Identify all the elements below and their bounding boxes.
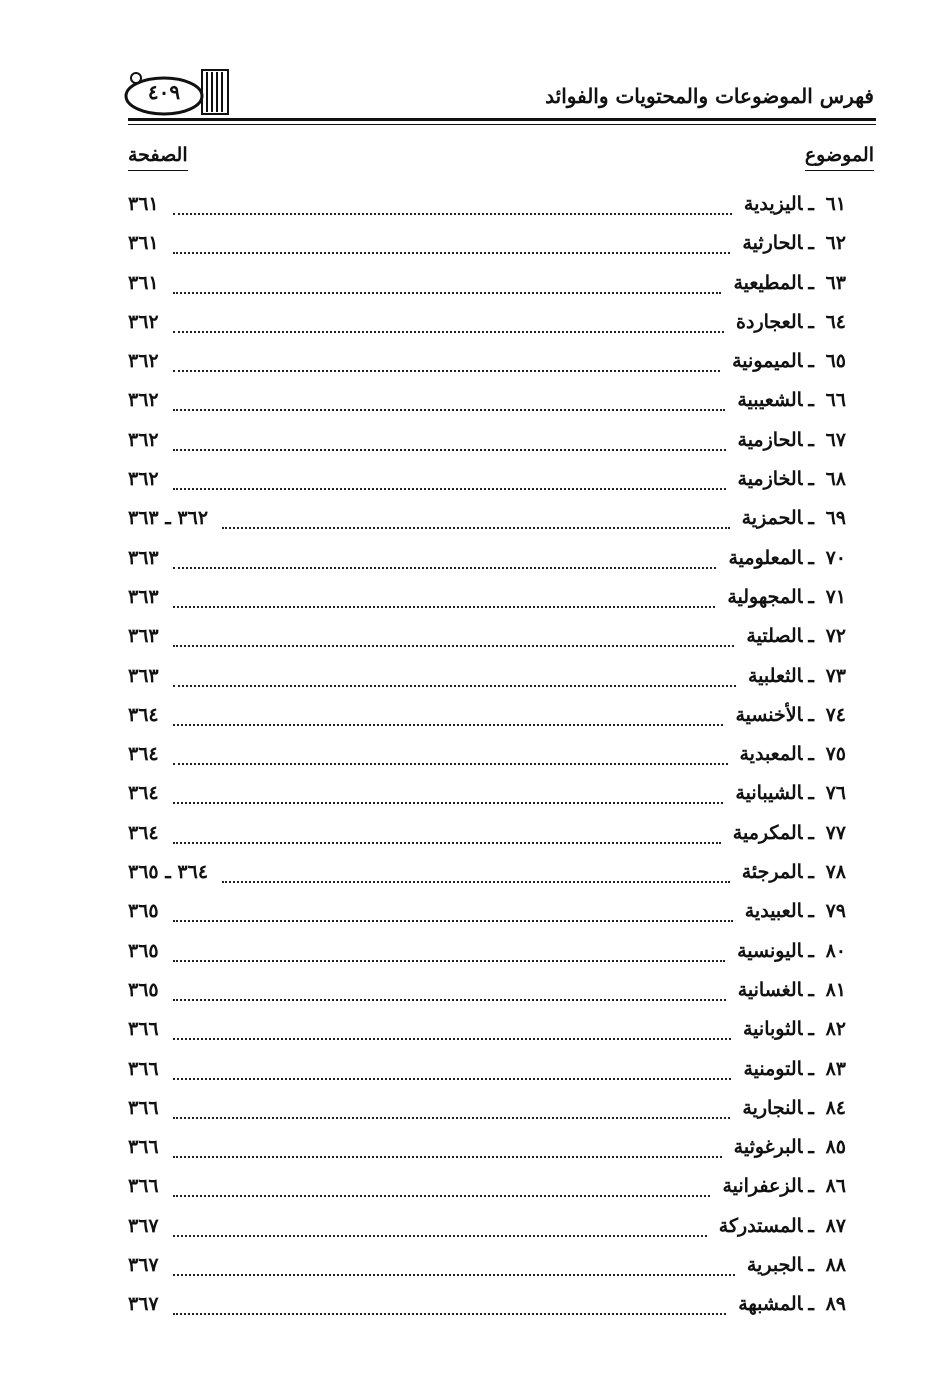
- entry-separator: ـ: [808, 1175, 814, 1198]
- toc-entry: [744, 193, 846, 215]
- toc-entry: [734, 1136, 846, 1158]
- entry-title: الحمزية: [741, 507, 803, 530]
- entry-title: الأخنسية: [735, 703, 803, 726]
- entry-title: الشيبانية: [735, 782, 803, 805]
- dot-leader: [173, 252, 731, 254]
- entry-separator: ـ: [808, 821, 814, 844]
- toc-row: [0, 1054, 946, 1093]
- dot-leader: [173, 920, 733, 922]
- entry-page: ٣٦٣: [128, 625, 159, 648]
- toc-entry: [740, 743, 847, 765]
- entry-title: الميمونية: [732, 350, 803, 373]
- entry-page: ٣٦٢: [128, 310, 159, 333]
- dot-leader: [173, 724, 724, 726]
- entry-title: المطيعية: [733, 271, 803, 294]
- toc-entry: [743, 1058, 846, 1080]
- entry-page: ٣٦٧: [128, 1214, 159, 1237]
- column-heading-subject: الموضوع: [805, 144, 874, 171]
- toc-row: [0, 778, 946, 817]
- column-heading-page: الصفحة: [128, 144, 188, 171]
- dot-leader: [173, 645, 735, 647]
- toc-entry: [719, 1215, 846, 1237]
- dot-leader: [173, 802, 724, 804]
- entry-title: اليونسية: [737, 939, 803, 962]
- toc-row: [0, 857, 946, 896]
- entry-number: ٨١: [825, 978, 846, 1001]
- entry-number: ٨٦: [825, 1175, 846, 1198]
- entry-separator: ـ: [808, 468, 814, 491]
- toc-entry: [742, 507, 846, 529]
- entry-page: ٣٦٥: [128, 978, 159, 1001]
- toc-entry: [738, 1293, 846, 1315]
- toc-entry: [733, 822, 846, 844]
- toc-entry: [727, 586, 846, 608]
- entry-page: ٣٦٤: [128, 821, 159, 844]
- toc-entry: [745, 900, 846, 922]
- entry-separator: ـ: [808, 939, 814, 962]
- entry-separator: ـ: [808, 1293, 814, 1316]
- entry-number: ٨٨: [825, 1254, 846, 1277]
- header-rule-thin: [128, 124, 876, 125]
- toc-entry: [728, 547, 846, 569]
- entry-title: الثعلبية: [748, 664, 803, 687]
- toc-row: [0, 228, 946, 267]
- entry-number: ٧٢: [825, 625, 846, 648]
- entry-page: ٣٦٦: [128, 1136, 159, 1159]
- dot-leader: [173, 1235, 707, 1237]
- toc-row: [0, 189, 946, 228]
- entry-separator: ـ: [808, 1018, 814, 1041]
- toc-entry: [742, 1097, 846, 1119]
- entry-title: الخازمية: [737, 468, 803, 491]
- toc-entry: [742, 861, 846, 883]
- entry-separator: ـ: [808, 900, 814, 923]
- dot-leader: [173, 1313, 727, 1315]
- toc-row: [0, 425, 946, 464]
- entry-page: ٣٦٢: [128, 389, 159, 412]
- toc-entry: [742, 232, 846, 254]
- entry-separator: ـ: [808, 1057, 814, 1080]
- entry-page: ٣٦٢: [128, 350, 159, 373]
- toc-entry: [737, 389, 846, 411]
- toc-entry: [735, 704, 846, 726]
- entry-page: ٣٦٢: [128, 428, 159, 451]
- dot-leader: [173, 960, 726, 962]
- toc-row: [0, 1211, 946, 1250]
- toc-row: [0, 896, 946, 935]
- entry-number: ٧٨: [825, 861, 846, 884]
- entry-page: ٣٦٢: [128, 468, 159, 491]
- entry-number: ٧٥: [825, 743, 846, 766]
- entry-number: ٨٩: [825, 1293, 846, 1316]
- entry-separator: ـ: [808, 703, 814, 726]
- entry-title: النجارية: [742, 1096, 803, 1119]
- toc-row: [0, 503, 946, 542]
- toc-row: [0, 1014, 946, 1053]
- entry-page: ٣٦١: [128, 193, 159, 215]
- dot-leader: [173, 1038, 731, 1040]
- entry-number: ٧٩: [825, 900, 846, 923]
- entry-separator: ـ: [808, 1136, 814, 1159]
- entry-separator: ـ: [808, 546, 814, 569]
- entry-number: ٦٩: [825, 507, 846, 530]
- toc-row: [0, 1093, 946, 1132]
- entry-number: ٦٥: [825, 350, 846, 373]
- entry-number: ٧٣: [825, 664, 846, 687]
- toc-entry: [748, 665, 846, 687]
- entry-title: الغسانية: [737, 978, 803, 1001]
- entry-page: ٣٦٤ ـ ٣٦٥: [128, 861, 209, 884]
- entry-page: ٣٦٦: [128, 1057, 159, 1080]
- toc-row: [0, 818, 946, 857]
- page-number: ٤٠٩: [147, 80, 181, 104]
- entry-number: ٨٠: [825, 939, 846, 962]
- entry-number: ٨٥: [825, 1136, 846, 1159]
- entry-title: البرغوثية: [733, 1136, 803, 1159]
- table-of-contents: [0, 189, 946, 1329]
- entry-separator: ـ: [808, 271, 814, 294]
- entry-title: المشبهة: [738, 1293, 803, 1316]
- toc-entry: [738, 429, 846, 451]
- entry-separator: ـ: [808, 978, 814, 1001]
- toc-entry: [722, 1175, 846, 1197]
- entry-title: العبيدية: [744, 900, 803, 923]
- entry-separator: ـ: [808, 585, 814, 608]
- entry-number: ٦٣: [825, 271, 846, 294]
- toc-entry: [746, 625, 846, 647]
- entry-page: ٣٦٧: [128, 1293, 159, 1316]
- entry-number: ٦٨: [825, 468, 846, 491]
- entry-page: ٣٦٦: [128, 1175, 159, 1198]
- entry-separator: ـ: [808, 1214, 814, 1237]
- entry-title: اليزيدية: [743, 193, 803, 215]
- entry-title: الحارثية: [742, 232, 803, 255]
- entry-page: ٣٦٤: [128, 703, 159, 726]
- entry-page: ٣٦١: [128, 232, 159, 255]
- entry-number: ٦٦: [825, 389, 846, 412]
- entry-title: المرجئة: [741, 861, 803, 884]
- header-rule-thick: [128, 118, 876, 121]
- entry-separator: ـ: [808, 350, 814, 373]
- toc-entry: [732, 350, 846, 372]
- toc-row: [0, 1289, 946, 1328]
- toc-row: [0, 582, 946, 621]
- entry-page: ٣٦٥: [128, 939, 159, 962]
- toc-row: [0, 1250, 946, 1289]
- dot-leader: [173, 331, 724, 333]
- dot-leader: [173, 488, 726, 490]
- toc-row: [0, 307, 946, 346]
- toc-row: [0, 700, 946, 739]
- entry-number: ٧٤: [825, 703, 846, 726]
- entry-page: ٣٦٦: [128, 1096, 159, 1119]
- entry-number: ٦١: [825, 193, 846, 215]
- entry-page: ٣٦٤: [128, 782, 159, 805]
- toc-row: [0, 464, 946, 503]
- entry-number: ٧٠: [825, 546, 846, 569]
- entry-number: ٧١: [825, 585, 846, 608]
- toc-entry: [733, 272, 846, 294]
- entry-page: ٣٦٦: [128, 1018, 159, 1041]
- toc-row: [0, 936, 946, 975]
- toc-row: [0, 621, 946, 660]
- entry-number: ٦٢: [825, 232, 846, 255]
- entry-title: المستدركة: [718, 1214, 803, 1237]
- entry-number: ٨٣: [825, 1057, 846, 1080]
- entry-number: ٨٢: [825, 1018, 846, 1041]
- entry-separator: ـ: [808, 389, 814, 412]
- toc-entry: [738, 979, 846, 1001]
- dot-leader: [173, 763, 728, 765]
- entry-separator: ـ: [808, 861, 814, 884]
- toc-row: [0, 975, 946, 1014]
- entry-title: الحازمية: [737, 428, 803, 451]
- entry-number: ٧٧: [825, 821, 846, 844]
- entry-separator: ـ: [808, 743, 814, 766]
- entry-separator: ـ: [808, 782, 814, 805]
- toc-entry: [737, 940, 846, 962]
- toc-row: [0, 268, 946, 307]
- entry-separator: ـ: [808, 428, 814, 451]
- toc-entry: [738, 468, 846, 490]
- dot-leader: [173, 1117, 731, 1119]
- entry-number: ٨٧: [825, 1214, 846, 1237]
- entry-number: ٦٤: [825, 310, 846, 333]
- entry-title: المجهولية: [727, 585, 803, 608]
- entry-separator: ـ: [808, 625, 814, 648]
- dot-leader: [173, 1156, 722, 1158]
- entry-page: ٣٦٣: [128, 664, 159, 687]
- entry-page: ٣٦٣: [128, 585, 159, 608]
- dot-leader: [173, 449, 726, 451]
- entry-title: الشعيبية: [737, 389, 803, 412]
- entry-title: الثوبانية: [743, 1018, 803, 1041]
- dot-leader: [173, 842, 721, 844]
- entry-page: ٣٦٤: [128, 743, 159, 766]
- entry-title: الجبرية: [746, 1254, 803, 1277]
- dot-leader: [173, 685, 736, 687]
- dot-leader: [173, 292, 722, 294]
- toc-row: [0, 385, 946, 424]
- entry-separator: ـ: [808, 1096, 814, 1119]
- toc-entry: [747, 1254, 846, 1276]
- running-title: فهرس الموضوعات والمحتويات والفوائد: [545, 84, 874, 108]
- entry-separator: ـ: [808, 232, 814, 255]
- entry-number: ٦٧: [825, 428, 846, 451]
- entry-page: ٣٦٢ ـ ٣٦٣: [128, 507, 209, 530]
- entry-title: المعبدية: [739, 743, 803, 766]
- toc-row: [0, 1171, 946, 1210]
- dot-leader: [222, 881, 730, 883]
- dot-leader: [173, 1078, 732, 1080]
- entry-page: ٣٦٣: [128, 546, 159, 569]
- dot-leader: [173, 1195, 711, 1197]
- toc-row: [0, 1132, 946, 1171]
- toc-entry: [736, 311, 846, 333]
- dot-leader: [173, 409, 726, 411]
- dot-leader: [173, 999, 726, 1001]
- entry-title: المعلومية: [728, 546, 803, 569]
- entry-number: ٧٦: [825, 782, 846, 805]
- toc-entry: [735, 782, 846, 804]
- dot-leader: [173, 567, 717, 569]
- entry-page: ٣٦٧: [128, 1254, 159, 1277]
- entry-separator: ـ: [808, 664, 814, 687]
- entry-separator: ـ: [808, 310, 814, 333]
- entry-separator: ـ: [808, 507, 814, 530]
- entry-title: التومنية: [743, 1057, 803, 1080]
- entry-separator: ـ: [808, 193, 814, 215]
- toc-row: [0, 739, 946, 778]
- entry-title: الزعفرانية: [722, 1175, 803, 1198]
- entry-page: ٣٦١: [128, 271, 159, 294]
- entry-separator: ـ: [808, 1254, 814, 1277]
- entry-title: العجاردة: [736, 310, 803, 333]
- toc-row: [0, 346, 946, 385]
- entry-number: ٨٤: [825, 1096, 846, 1119]
- dot-leader: [222, 527, 730, 529]
- dot-leader: [173, 370, 720, 372]
- entry-title: المكرمية: [732, 821, 803, 844]
- toc-row: [0, 661, 946, 700]
- entry-title: الصلتية: [746, 625, 803, 648]
- dot-leader: [173, 213, 732, 215]
- dot-leader: [173, 1274, 735, 1276]
- page-header: [122, 66, 876, 122]
- toc-row: [0, 543, 946, 582]
- toc-entry: [743, 1018, 846, 1040]
- entry-page: ٣٦٥: [128, 900, 159, 923]
- dot-leader: [173, 606, 716, 608]
